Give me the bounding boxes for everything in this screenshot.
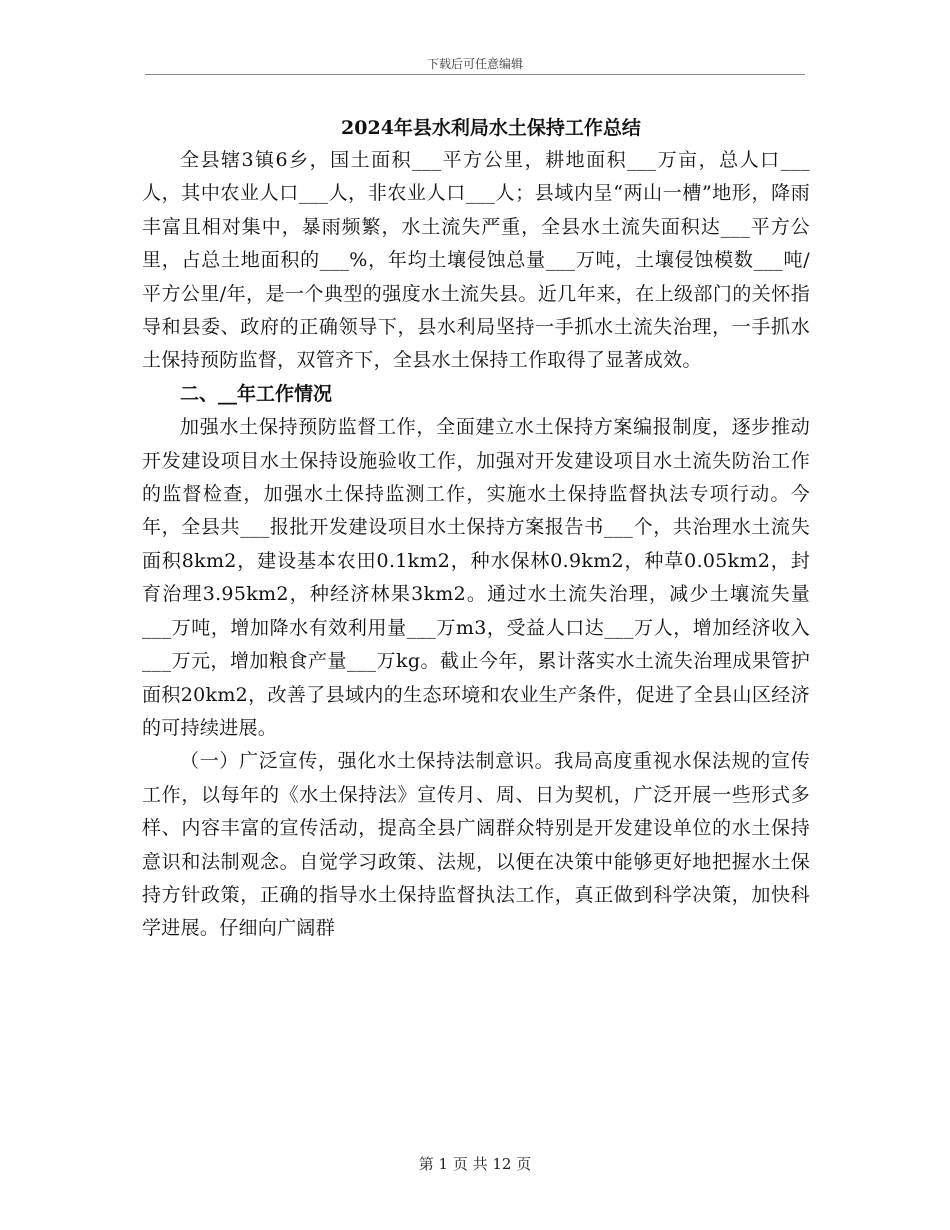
page-footer: 第 1 页 共 12 页 [418, 1155, 532, 1173]
paragraph: 全县辖3镇6乡，国土面积___平方公里，耕地面积___万亩，总人口___人，其中农业人口___人，非农业人口___人；县域内呈“两山一槽”地形，降雨丰富且相对集中，暴雨频繁，水土流失严重，全县水土流失面积达___平方公里，占总土地面积的___%，年均土壤侵蚀总量___万吨，土壤侵蚀模数___吨/平方公里/年，是一个典型的强度水土流失县。近几年来，在上级部门的关怀指导和县委、政府的正确领导下，县水利局坚持一手抓水土流失治理，一手抓水土保持预防监督，双管齐下，全县水土保持工作取得了显著成效。 [142, 149, 810, 372]
paragraph: 加强水土保持预防监督工作，全面建立水土保持方案编报制度，逐步推动开发建设项目水土保持设施验收工作，加强对开发建设项目水土流失防治工作的监督检查，加强水土保持监测工作，实施水土保持监督执法专项行动。今年，全县共___报批开发建设项目水土保持方案报告书___个，共治理水土流失面积8km2，建设基本农田0.1km2，种水保林0.9km2，种草0.05km2，封育治理3.95km2，种经济林果3km2。通过水土流失治理，减少土壤流失量___万吨，增加降水有效利用量___万m3，受益人口达___万人，增加经济收入___万元，增加粮食产量___万kg。截止今年，累计落实水土流失治理成果管护面积20km2，改善了县域内的生态环境和农业生产条件，促进了全县山区经济的可持续进展。 [142, 416, 810, 739]
document-title: 2024年县水利局水土保持工作总结 [341, 117, 641, 139]
document-body [142, 112, 810, 946]
paragraph: （一）广泛宣传，强化水土保持法制意识。我局高度重视水保法规的宣传工作，以每年的《水土保持法》宣传月、周、日为契机，广泛开展一些形式多样、内容丰富的宣传活动，提高全县广阔群众特别是开发建设单位的水土保持意识和法制观念。自觉学习政策、法规，以便在决策中能够更好地把握水土保持方针政策，正确的指导水土保持监督执法工作，真正做到科学决策，加快科学进展。仔细向广阔群 [142, 750, 810, 940]
header-divider [145, 74, 805, 75]
page-header: 下载后可任意编辑 [426, 57, 523, 71]
section-heading: 二、__年工作情况 [180, 382, 333, 405]
